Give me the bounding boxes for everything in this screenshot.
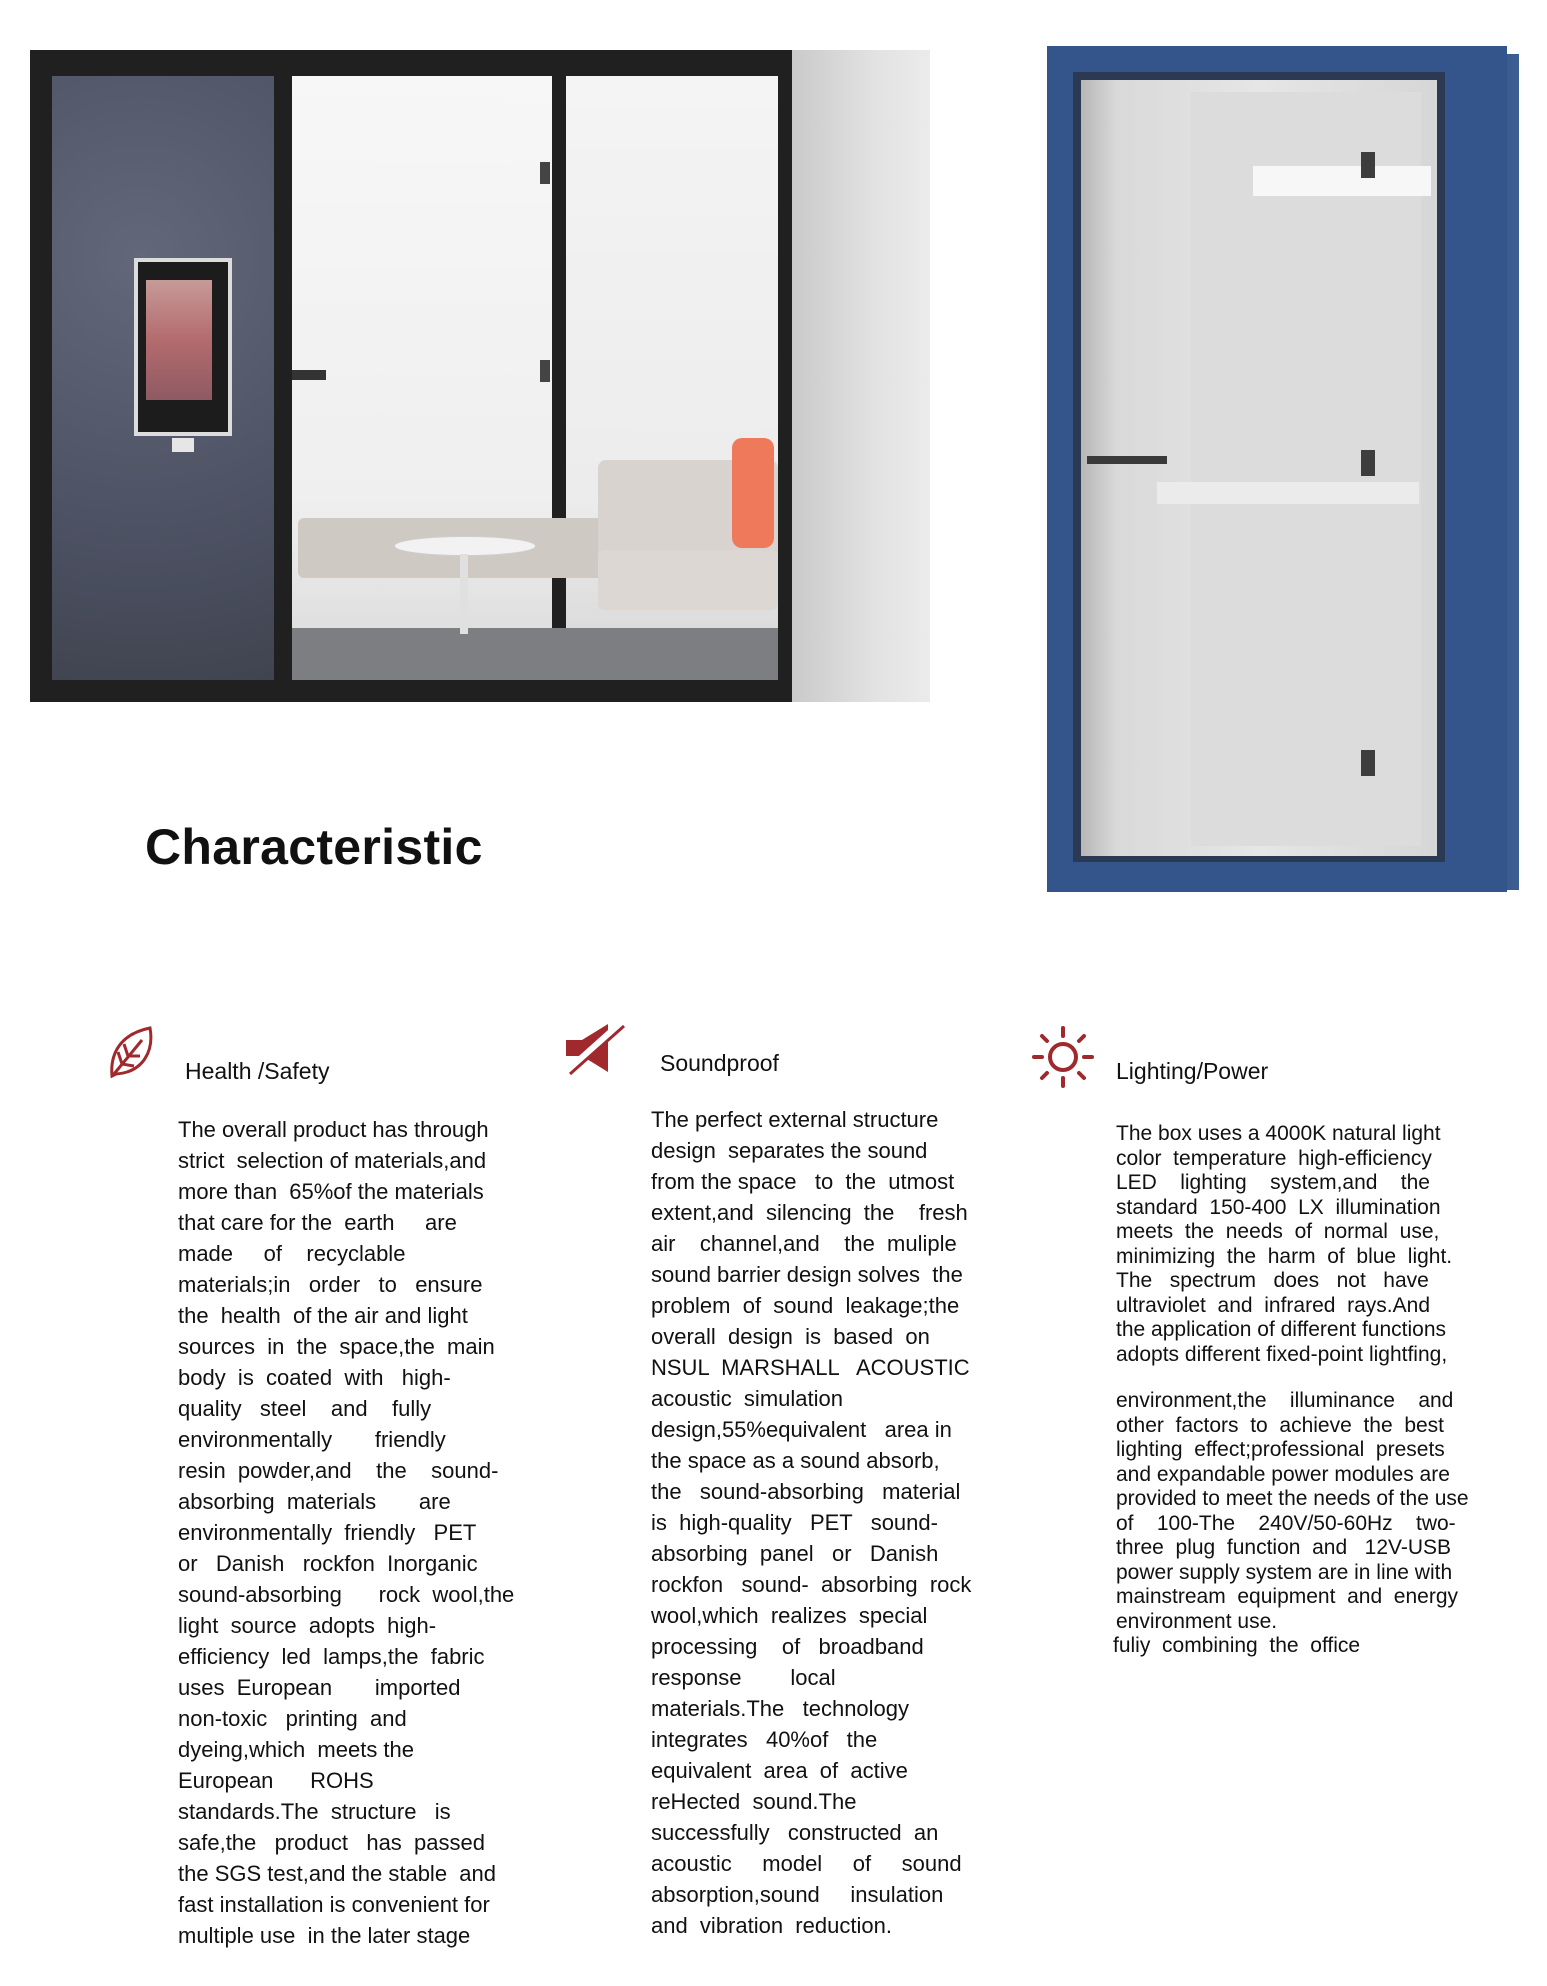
leaf-icon: [106, 1024, 158, 1082]
text-line: environment use.: [1116, 1609, 1278, 1633]
booth-door-hinge: [1361, 750, 1375, 776]
text-line: European ROHS: [178, 1768, 374, 1793]
text-line: rockfon sound- absorbing rock: [651, 1572, 972, 1597]
text-line: sources in the space,the main: [178, 1334, 495, 1359]
booth-table-leg: [460, 554, 468, 634]
product-image-booth-large: [30, 50, 930, 702]
text-line: integrates 40%of the: [651, 1727, 878, 1752]
text-line: strict selection of materials,and: [178, 1148, 487, 1173]
text-line: air channel,and the muliple: [651, 1231, 957, 1256]
text-line: processing of broadband: [651, 1634, 924, 1659]
text-line: fuliy combining the office: [1113, 1634, 1361, 1657]
text-line: overall design is based on: [651, 1324, 930, 1349]
text-line: multiple use in the later stage: [178, 1923, 471, 1948]
text-line: the sound-absorbing material: [651, 1479, 961, 1504]
text-line: the SGS test,and the stable and: [178, 1861, 496, 1886]
text-line: response local: [651, 1665, 836, 1690]
mute-speaker-icon: [562, 1020, 628, 1076]
booth-glass-door: [292, 76, 552, 680]
text-line: materials.The technology: [651, 1696, 910, 1721]
text-line: dyeing,which meets the: [178, 1737, 415, 1762]
text-line: minimizing the harm of blue light.: [1116, 1244, 1453, 1268]
text-line: environment,the illuminance and: [1116, 1389, 1454, 1412]
product-image-booth-single: [1047, 46, 1519, 892]
text-line: absorbing panel or Danish: [651, 1541, 939, 1566]
sun-icon: [1032, 1026, 1094, 1088]
text-line: the space as a sound absorb,: [651, 1448, 940, 1473]
text-line: environmentally friendly PET: [178, 1520, 477, 1545]
text-line: design,55%equivalent area in: [651, 1417, 952, 1442]
text-line: or Danish rockfon Inorganic: [178, 1551, 478, 1576]
text-line: The spectrum does not have: [1116, 1269, 1429, 1292]
text-line: the application of different functions: [1116, 1318, 1447, 1341]
booth-power-socket: [172, 438, 194, 452]
text-line: made of recyclable: [178, 1241, 406, 1266]
booth-cushion: [732, 438, 774, 548]
page-title: Characteristic: [145, 819, 483, 875]
text-line: of 100-The 240V/50-60Hz two-: [1116, 1511, 1456, 1535]
text-line: The perfect external structure: [651, 1107, 939, 1132]
booth-door-handle: [1087, 456, 1167, 464]
text-line: equivalent area of active: [651, 1758, 908, 1783]
text-line: successfully constructed an: [651, 1820, 939, 1845]
booth-side-panel: [790, 50, 930, 702]
text-line: wool,which realizes special: [651, 1603, 928, 1628]
text-line: quality steel and fully: [178, 1396, 432, 1421]
text-line: standard 150-400 LX illumination: [1116, 1195, 1441, 1219]
text-line: NSUL MARSHALL ACOUSTIC: [651, 1355, 970, 1380]
text-line: ultraviolet and infrared rays.And: [1116, 1293, 1430, 1317]
text-line: efficiency led lamps,the fabric: [178, 1644, 485, 1669]
text-line: and expandable power modules are: [1116, 1462, 1450, 1486]
feature-health-safety-text: [178, 1114, 578, 1951]
text-line: more than 65%of the materials: [178, 1179, 484, 1204]
booth-back-wall: [1191, 92, 1421, 846]
text-line: body is coated with high-: [178, 1365, 451, 1390]
booth-led-lamp: [1253, 166, 1431, 196]
text-line: reHected sound.The: [651, 1789, 857, 1814]
text-line: lighting effect;professional presets: [1116, 1438, 1445, 1461]
text-line: light source adopts high-: [178, 1613, 437, 1638]
text-line: resin powder,and the sound-: [178, 1458, 499, 1483]
text-line: mainstream equipment and energy: [1116, 1585, 1459, 1608]
feature-soundproof-label: Soundproof: [660, 1050, 779, 1076]
text-line: standards.The structure is: [178, 1799, 451, 1824]
text-line: LED lighting system,and the: [1116, 1171, 1430, 1194]
booth-door-hinge: [540, 162, 550, 184]
text-line: from the space to the utmost: [651, 1169, 955, 1194]
booth-door-hinge: [1361, 450, 1375, 476]
booth-door-handle: [292, 370, 326, 380]
booth-floor: [292, 628, 778, 680]
booth-screen-image: [146, 280, 212, 400]
text-line: The overall product has through: [178, 1117, 489, 1142]
text-line: three plug function and 12V-USB: [1116, 1536, 1452, 1559]
feature-lighting-power-text: [1113, 1122, 1520, 1659]
text-line: the health of the air and light: [178, 1303, 468, 1328]
text-line: provided to meet the needs of the use: [1116, 1487, 1469, 1510]
text-line: power supply system are in line with: [1116, 1560, 1453, 1584]
text-line: uses European imported: [178, 1675, 461, 1700]
text-line: non-toxic printing and: [178, 1706, 407, 1731]
text-line: is high-quality PET sound-: [651, 1510, 938, 1535]
text-line: safe,the product has passed: [178, 1830, 485, 1855]
text-line: acoustic simulation: [651, 1386, 843, 1411]
booth-sofa-arm: [598, 550, 778, 610]
text-line: absorption,sound insulation: [651, 1882, 944, 1907]
text-line: sound-absorbing rock wool,the: [178, 1582, 515, 1607]
booth-door-hinge: [1361, 152, 1375, 178]
text-line: materials;in order to ensure: [178, 1272, 483, 1297]
text-line: absorbing materials are: [178, 1489, 451, 1514]
text-line: fast installation is convenient for: [178, 1892, 490, 1917]
text-line: adopts different fixed-point lightfing,: [1116, 1342, 1448, 1366]
text-line: problem of sound leakage;the: [651, 1293, 960, 1318]
text-line: extent,and silencing the fresh: [651, 1200, 968, 1225]
paragraph-gap: [1116, 1367, 1520, 1389]
text-line: design separates the sound: [651, 1138, 928, 1163]
text-line: sound barrier design solves the: [651, 1262, 963, 1287]
text-line: The box uses a 4000K natural light: [1116, 1122, 1441, 1145]
text-line: color temperature high-efficiency: [1116, 1146, 1432, 1170]
booth-door-hinge: [540, 360, 550, 382]
feature-lighting-power-label: Lighting/Power: [1116, 1058, 1269, 1084]
text-line: other factors to achieve the best: [1116, 1413, 1445, 1437]
text-line: that care for the earth are: [178, 1210, 457, 1235]
text-line: meets the needs of normal use,: [1116, 1220, 1440, 1243]
text-line: environmentally friendly: [178, 1427, 446, 1452]
text-line: acoustic model of sound: [651, 1851, 962, 1876]
feature-soundproof-text: [651, 1104, 1051, 1941]
booth-desk-shelf: [1157, 482, 1419, 504]
text-line: and vibration reduction.: [651, 1913, 892, 1938]
booth-side-table: [394, 536, 536, 556]
feature-health-safety-label: Health /Safety: [185, 1058, 330, 1084]
